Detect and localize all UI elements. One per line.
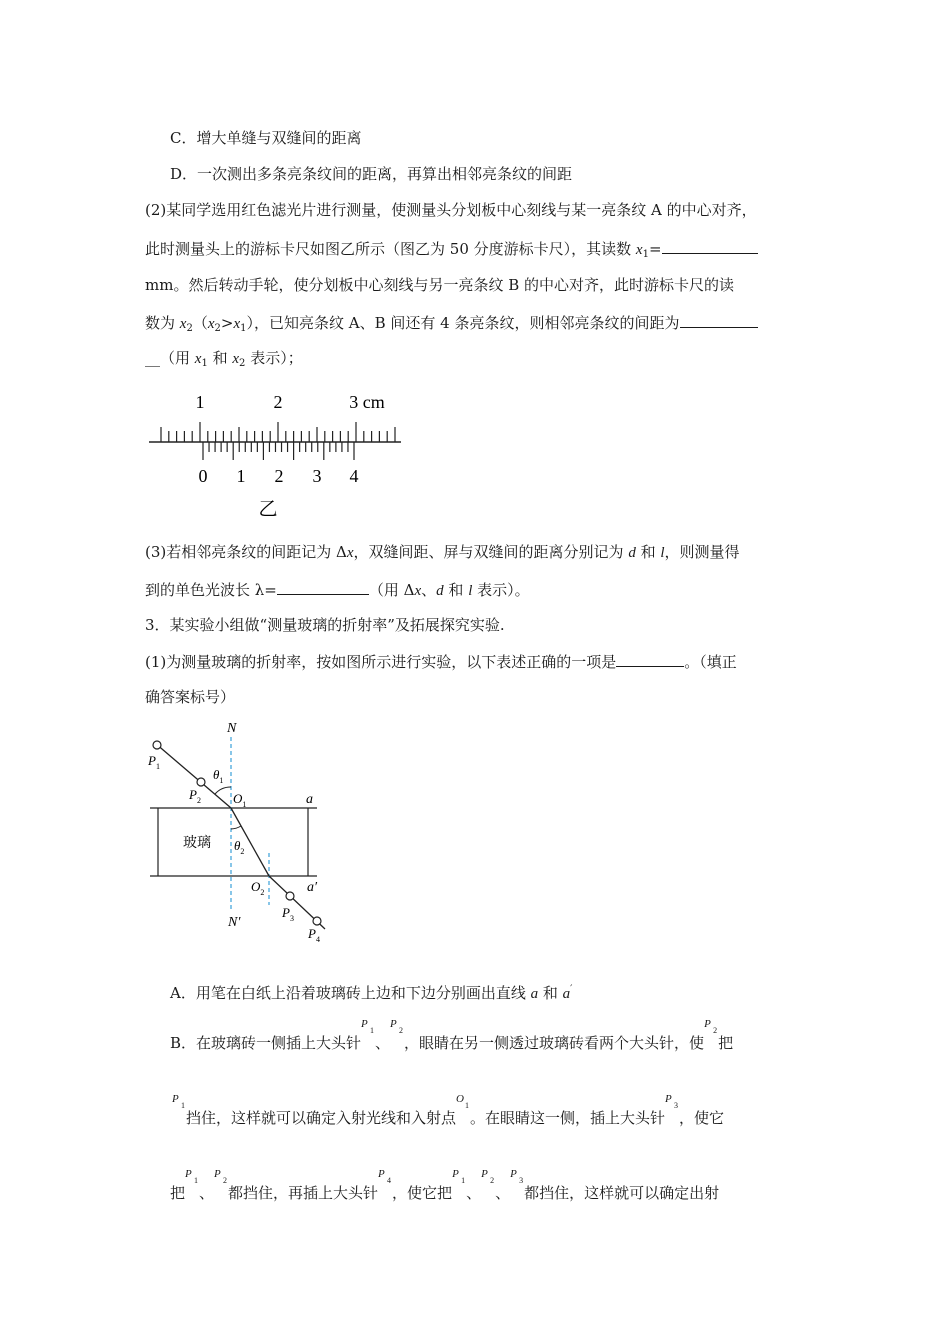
pin-P1	[153, 741, 161, 749]
label-glass: 玻璃	[183, 836, 211, 851]
answer-blank-spacing[interactable]	[680, 312, 758, 328]
part2-line5: __（用 $x_1$ 和 $x_2$ 表示）；	[145, 349, 303, 369]
part2-line1: (2)某同学选用红色滤光片进行测量，使测量头分划板中心刻线与某一亮条纹 A 的中心对齐，	[145, 201, 757, 219]
pin-P2	[197, 778, 205, 786]
figure-caption: 乙	[258, 499, 278, 520]
vernier-scale-ticks	[203, 442, 354, 460]
label-O1: $O_1$	[233, 791, 247, 809]
q3-part1-line1: (1)为测量玻璃的折射率，按如图所示进行实验，以下表述正确的一项是 。（填正	[145, 653, 737, 671]
theta1-arc	[215, 787, 231, 794]
label-P1: $P_1$	[148, 753, 160, 771]
vernier-caliper-figure	[145, 390, 415, 520]
answer-blank-wavelength[interactable]	[277, 579, 369, 595]
main-label-2: 2	[273, 392, 283, 412]
label-P2: $P_2$	[189, 787, 201, 805]
pin-P3	[286, 892, 294, 900]
part2-line2: 此时测量头上的游标卡尺如图乙所示（图乙为 50 分度游标卡尺），其读数 $x_1=$	[145, 238, 758, 265]
label-N-prime: N′	[228, 915, 241, 930]
label-theta1: $\theta_1$	[213, 767, 224, 785]
q3-option-a: A．用笔在白纸上沿着玻璃砖上边和下边分别画出直线 a 和 a′	[170, 984, 573, 1002]
q3-option-b-line2: P 1 挡住，这样就可以确定入射光线和入射点 O 1 。在眼睛这一侧，插上大头针 P 3 ，使它	[172, 1093, 725, 1127]
label-theta2: $\theta_2$	[234, 838, 245, 856]
part3-line1: (3)若相邻亮条纹的间距记为 Δx，双缝间距、屏与双缝间的距离分别记为 d 和 l，则测量得	[145, 543, 740, 561]
part3-line2: 到的单色光波长 λ= （用 Δx、d 和 l 表示）。	[145, 581, 530, 599]
refraction-diagram	[145, 715, 345, 945]
answer-blank-q3-1[interactable]	[616, 651, 684, 667]
option-c: C．增大单缝与双缝间的距离	[170, 129, 362, 147]
vernier-label-1: 1	[236, 466, 246, 486]
theta2-arc	[231, 826, 241, 829]
label-a-prime: a′	[307, 880, 318, 895]
vernier-label-0: 0	[198, 466, 208, 486]
vernier-label-4: 4	[349, 466, 359, 486]
main-scale-ticks	[161, 422, 395, 442]
vernier-label-3: 3	[312, 466, 322, 486]
part2-line4: 数为 $x_2(x_2>x_1)$，已知亮条纹 A、B 间还有 4 条亮条纹，则相邻亮条纹的间距为	[145, 312, 758, 339]
q3-title: 3．某实验小组做“测量玻璃的折射率”及拓展探究实验.	[145, 616, 505, 634]
label-N: N	[227, 721, 237, 736]
label-P3: $P_3$	[282, 905, 294, 923]
label-a: a	[306, 792, 313, 807]
label-P4: $P_4$	[308, 926, 320, 944]
q3-option-b-line1: B．在玻璃砖一侧插上大头针 P 1 、 P 2 ，眼睛在另一侧透过玻璃砖看两个大头针，使 P 2 把	[170, 1018, 734, 1052]
q3-part1-line2: 确答案标号）	[145, 688, 236, 706]
option-d: D．一次测出多条亮条纹间的距离，再算出相邻亮条纹的间距	[170, 165, 573, 183]
q3-option-b-line3: 把 P 1 、 P 2 都挡住，再插上大头针 P 4 ，使它把 P 1 、 P 2 、 P 3 都挡住，这样就可以确定出射	[170, 1168, 720, 1202]
answer-blank-x1[interactable]	[662, 238, 758, 254]
part2-line3: mm。然后转动手轮，使分划板中心刻线与另一亮条纹 B 的中心对齐，此时游标卡尺的读	[145, 276, 735, 294]
main-label-3cm: 3 cm	[349, 392, 385, 412]
label-O2: $O_2$	[251, 879, 265, 897]
main-label-1: 1	[195, 392, 205, 412]
vernier-label-2: 2	[274, 466, 284, 486]
pin-P4	[313, 917, 321, 925]
